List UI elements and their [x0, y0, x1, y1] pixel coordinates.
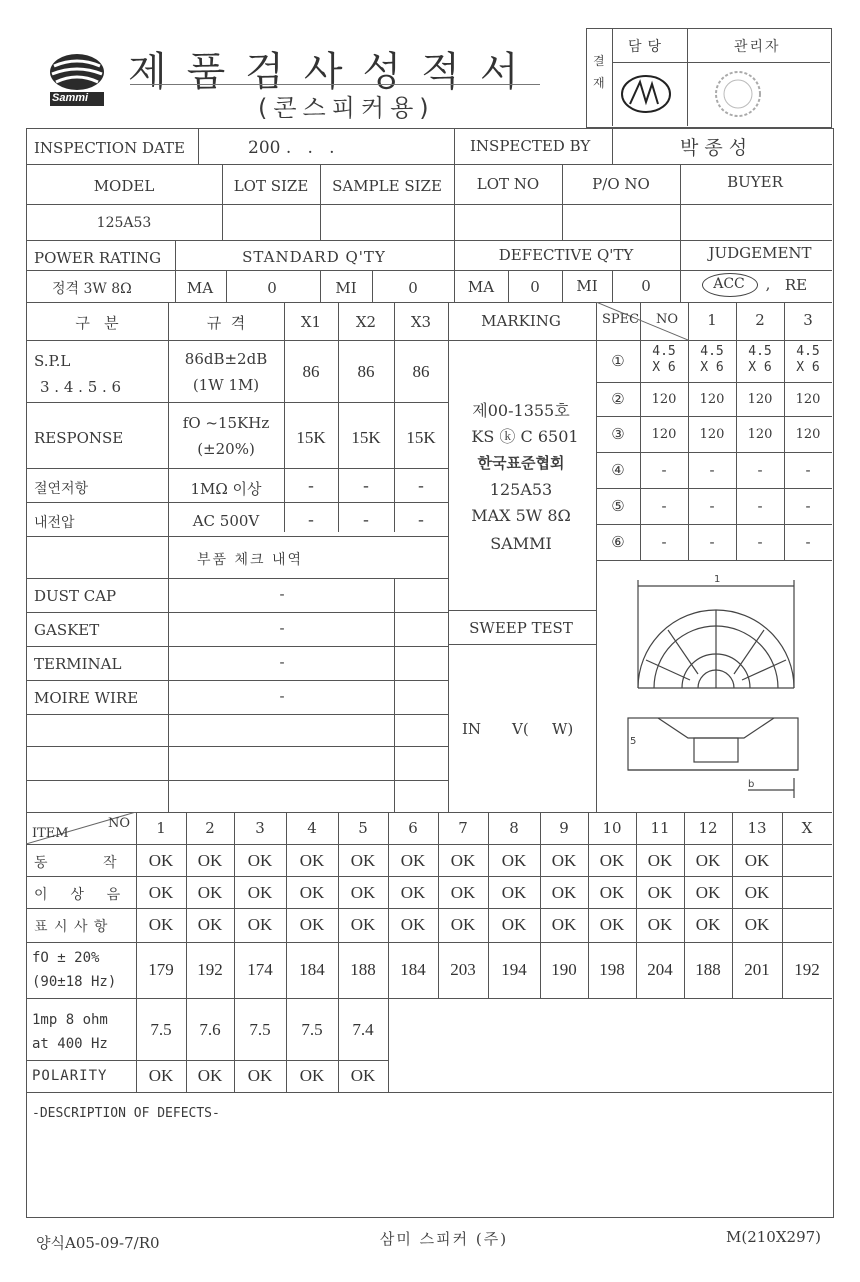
parts-title: 부품 체크 내역 [196, 552, 304, 568]
spec-cell: X 6 [652, 360, 676, 375]
marking-line: 제00-1355호 [472, 401, 570, 420]
item-column-number: 9 [559, 819, 569, 837]
spec-cell: 4.5 [652, 344, 676, 359]
spec-cell: - [757, 497, 763, 515]
inspection-date-label: INSPECTION DATE [34, 139, 185, 157]
spl-label: S.P.L [34, 352, 71, 370]
sample-size-label: SAMPLE SIZE [332, 177, 442, 195]
spec-cell: 120 [795, 392, 821, 407]
spec-no-spec-label: SPEC [602, 312, 640, 327]
f0-value-cell: 194 [501, 960, 527, 979]
spec-cell: - [661, 461, 667, 479]
spl-x2: 86 [357, 362, 375, 381]
spec-no-no-label: NO [656, 312, 679, 327]
item-result-cell: OK [299, 851, 325, 870]
spec-col-1: 1 [707, 311, 717, 329]
spec-cell: - [805, 461, 811, 479]
model-value: 125A53 [96, 215, 152, 231]
row-label-f0-range: (90±18 Hz) [32, 974, 117, 990]
svg-text:b: b [748, 779, 755, 790]
f0-value-cell: 179 [148, 960, 174, 979]
spec-cell: 120 [651, 392, 677, 407]
impedance-value-cell: 7.4 [352, 1020, 374, 1039]
no-header: NO [108, 816, 131, 831]
item-result-cell: OK [148, 915, 174, 934]
item-column-number: 11 [650, 819, 670, 837]
f0-value-cell: 192 [794, 960, 820, 979]
spec-cell: - [805, 497, 811, 515]
item-result-cell: OK [551, 915, 577, 934]
item-result-cell: OK [299, 915, 325, 934]
svg-text:1: 1 [714, 574, 721, 585]
parts-row-label: MOIRE WIRE [34, 689, 139, 707]
parts-row-value: - [279, 687, 285, 705]
parts-row-label: DUST CAP [34, 587, 117, 605]
item-column-number: 2 [205, 819, 215, 837]
spec-cell: 120 [747, 427, 773, 442]
insulation-x1: - [308, 476, 314, 495]
parts-row-value: - [279, 653, 285, 671]
item-result-cell: OK [247, 915, 273, 934]
power-rating-label: POWER RATING [34, 249, 162, 267]
approval-col-charge: 담당 [628, 39, 668, 55]
response-x2: 15K [351, 428, 381, 447]
judgement-re: RE [784, 276, 808, 294]
spec-cell: - [757, 461, 763, 479]
spec-cell: 120 [747, 392, 773, 407]
f0-value-cell: 204 [647, 960, 673, 979]
footer-paper-size: M(210X297) [726, 1228, 822, 1246]
item-result-cell: OK [450, 851, 476, 870]
item-result-cell: OK [197, 883, 223, 902]
f0-value-cell: 184 [299, 960, 325, 979]
spec-row-index: ③ [611, 425, 625, 443]
marking-header: MARKING [481, 312, 561, 330]
item-result-cell: OK [599, 883, 625, 902]
spec-row-index: ⑤ [611, 497, 625, 515]
parts-row-label: GASKET [34, 621, 100, 639]
item-column-number: 8 [509, 819, 519, 837]
item-result-cell: OK [695, 915, 721, 934]
item-result-cell: OK [599, 915, 625, 934]
item-column-number: 10 [602, 819, 622, 837]
item-result-cell: OK [744, 883, 770, 902]
item-column-number: 7 [458, 819, 468, 837]
polarity-value-cell: OK [247, 1066, 273, 1085]
item-result-cell: OK [551, 851, 577, 870]
spec-cell: X 6 [796, 360, 820, 375]
spec-col-2: 2 [755, 311, 765, 329]
inspection-date-value: 200 . . . [248, 138, 335, 158]
item-result-cell: OK [400, 851, 426, 870]
ma-label-std: MA [186, 279, 214, 297]
item-result-cell: OK [350, 915, 376, 934]
item-result-cell: OK [400, 883, 426, 902]
inspected-by-label: INSPECTED BY [470, 137, 591, 155]
item-result-cell: OK [647, 851, 673, 870]
spec-cell: 120 [651, 427, 677, 442]
parts-row-value: - [279, 585, 285, 603]
item-result-cell: OK [148, 883, 174, 902]
item-result-cell: OK [647, 915, 673, 934]
sweep-v: V( [512, 720, 529, 738]
item-result-cell: OK [744, 915, 770, 934]
item-header: ITEM [32, 826, 69, 841]
marking-line: SAMMI [490, 534, 552, 553]
x2-header: X2 [355, 313, 377, 331]
judgement-label: JUDGEMENT [708, 244, 812, 262]
insulation-x3: - [418, 476, 424, 495]
spec-col-3: 3 [803, 311, 813, 329]
item-result-cell: OK [247, 851, 273, 870]
sweep-w: W) [552, 720, 574, 738]
lot-no-label: LOT NO [476, 175, 540, 193]
item-column-number: 1 [156, 819, 166, 837]
item-column-number: 4 [307, 819, 317, 837]
insulation-x2: - [363, 476, 369, 495]
standard-qty-label: STANDARD Q'TY [242, 248, 386, 266]
spl-sublabel: 3 . 4 . 5 . 6 [40, 378, 122, 396]
spec-cell: 120 [795, 427, 821, 442]
withstand-x3: - [418, 510, 424, 529]
mi-label-std: MI [335, 279, 357, 297]
spl-spec-sub: (1W 1M) [192, 376, 260, 394]
mi-value-std: 0 [408, 279, 418, 297]
parts-row-label: TERMINAL [34, 655, 122, 673]
item-result-cell: OK [197, 851, 223, 870]
spec-cell: 120 [699, 392, 725, 407]
spec-header: 규 격 [206, 314, 246, 332]
parts-row-value: - [279, 619, 285, 637]
item-result-cell: OK [695, 883, 721, 902]
f0-value-cell: 190 [551, 960, 577, 979]
item-column-number: 5 [358, 819, 368, 837]
mi-value-def: 0 [641, 277, 651, 295]
spec-cell: X 6 [748, 360, 772, 375]
item-result-cell: OK [148, 851, 174, 870]
row-label-marking: 표 시 사 항 [34, 919, 109, 935]
impedance-value-cell: 7.6 [199, 1020, 221, 1039]
impedance-value-cell: 7.5 [150, 1020, 172, 1039]
approval-side-label: 결재 [593, 54, 605, 90]
item-result-cell: OK [450, 915, 476, 934]
spec-cell: - [709, 533, 715, 551]
f0-value-cell: 174 [247, 960, 273, 979]
item-result-cell: OK [350, 883, 376, 902]
ma-value-std: 0 [267, 279, 277, 297]
row-label-polarity: POLARITY [32, 1068, 108, 1084]
spec-cell: - [709, 461, 715, 479]
power-rating-value: 정격 3W 8Ω [52, 281, 132, 297]
polarity-value-cell: OK [148, 1066, 174, 1085]
footer-company: 삼미 스피커 (주) [379, 1230, 509, 1248]
model-label: MODEL [93, 177, 155, 195]
withstand-label: 내전압 [34, 515, 75, 531]
item-result-cell: OK [247, 883, 273, 902]
spec-cell: 4.5 [748, 344, 772, 359]
spl-x3: 86 [412, 362, 430, 381]
item-column-number: X [801, 819, 813, 837]
spec-cell: 4.5 [796, 344, 820, 359]
spec-row-index: ④ [611, 461, 625, 479]
stamp [708, 68, 768, 120]
response-label: RESPONSE [34, 429, 124, 447]
spec-cell: X 6 [700, 360, 724, 375]
item-result-cell: OK [599, 851, 625, 870]
spl-spec: 86dB±2dB [184, 350, 268, 368]
item-result-cell: OK [400, 915, 426, 934]
spec-cell: - [661, 497, 667, 515]
f0-value-cell: 192 [197, 960, 223, 979]
item-result-cell: OK [299, 883, 325, 902]
f0-value-cell: 198 [599, 960, 625, 979]
sweep-test-label: SWEEP TEST [469, 619, 573, 637]
insulation-spec: 1MΩ 이상 [190, 480, 262, 498]
impedance-value-cell: 7.5 [301, 1020, 323, 1039]
row-label-impedance: 1mp 8 ohm [32, 1012, 108, 1028]
spec-cell: - [661, 533, 667, 551]
response-x1: 15K [296, 428, 326, 447]
spec-row-index: ② [611, 390, 625, 408]
defects-label: -DESCRIPTION OF DEFECTS- [32, 1106, 220, 1121]
inspected-by-value: 박 종 성 [680, 137, 748, 159]
ma-value-def: 0 [530, 278, 540, 296]
judgement-acc: ACC [713, 276, 745, 292]
marking-line: KS ⓚ C 6501 [471, 427, 579, 446]
spec-cell: 120 [699, 427, 725, 442]
f0-value-cell: 188 [350, 960, 376, 979]
f0-value-cell: 203 [450, 960, 476, 979]
sweep-in: IN [462, 720, 482, 738]
marking-line: 125A53 [489, 480, 553, 499]
spec-row-index: ① [611, 352, 625, 370]
item-result-cell: OK [501, 851, 527, 870]
spl-x1: 86 [302, 362, 320, 381]
polarity-value-cell: OK [197, 1066, 223, 1085]
item-result-cell: OK [695, 851, 721, 870]
item-column-number: 3 [255, 819, 265, 837]
f0-value-cell: 188 [695, 960, 721, 979]
item-result-cell: OK [450, 883, 476, 902]
polarity-value-cell: OK [299, 1066, 325, 1085]
f0-value-cell: 201 [744, 960, 770, 979]
item-column-number: 12 [698, 819, 718, 837]
withstand-x1: - [308, 510, 314, 529]
item-result-cell: OK [501, 883, 527, 902]
insulation-label: 절연저항 [34, 481, 89, 497]
polarity-value-cell: OK [350, 1066, 376, 1085]
buyer-label: BUYER [727, 173, 783, 191]
footer-form-number: 양식A05-09-7/R0 [36, 1234, 160, 1252]
item-column-number: 13 [747, 819, 767, 837]
item-result-cell: OK [350, 851, 376, 870]
speaker-drawing [598, 568, 830, 808]
approval-col-manager: 관리자 [734, 39, 781, 55]
item-result-cell: OK [647, 883, 673, 902]
x3-header: X3 [410, 313, 432, 331]
mi-label-def: MI [576, 277, 598, 295]
item-column-number: 6 [408, 819, 418, 837]
page-title: 제품검사성적서 [128, 49, 539, 95]
marking-line: MAX 5W 8Ω [471, 506, 571, 525]
row-label-operation: 동 작 [34, 855, 118, 871]
category-header: 구 분 [75, 314, 119, 332]
svg-text:5: 5 [630, 736, 637, 747]
lot-size-label: LOT SIZE [233, 177, 309, 195]
item-result-cell: OK [501, 915, 527, 934]
response-spec: fO ~15KHz [182, 414, 270, 432]
row-label-abnormal-sound: 이 상 음 [34, 887, 122, 903]
defective-qty-label: DEFECTIVE Q'TY [498, 246, 634, 264]
item-result-cell: OK [744, 851, 770, 870]
signature [616, 72, 676, 118]
page-subtitle: (콘스피커용) [258, 94, 435, 122]
response-x3: 15K [406, 428, 436, 447]
spec-cell: - [709, 497, 715, 515]
ma-label-def: MA [467, 278, 495, 296]
f0-value-cell: 184 [400, 960, 426, 979]
row-label-impedance-freq: at 400 Hz [32, 1036, 108, 1052]
x1-header: X1 [300, 313, 322, 331]
response-spec-sub: (±20%) [197, 440, 255, 458]
spec-cell: - [805, 533, 811, 551]
withstand-spec: AC 500V [192, 512, 260, 530]
spec-row-index: ⑥ [611, 533, 625, 551]
po-no-label: P/O NO [592, 175, 650, 193]
withstand-x2: - [363, 510, 369, 529]
item-result-cell: OK [197, 915, 223, 934]
row-label-f0: fO ± 20% [32, 950, 100, 966]
impedance-value-cell: 7.5 [249, 1020, 271, 1039]
judgement-sep: , [765, 275, 771, 293]
spec-cell: 4.5 [700, 344, 724, 359]
item-result-cell: OK [551, 883, 577, 902]
company-name: Sammi [52, 92, 89, 104]
spec-cell: - [757, 533, 763, 551]
marking-line: 한국표준협회 [477, 454, 565, 472]
